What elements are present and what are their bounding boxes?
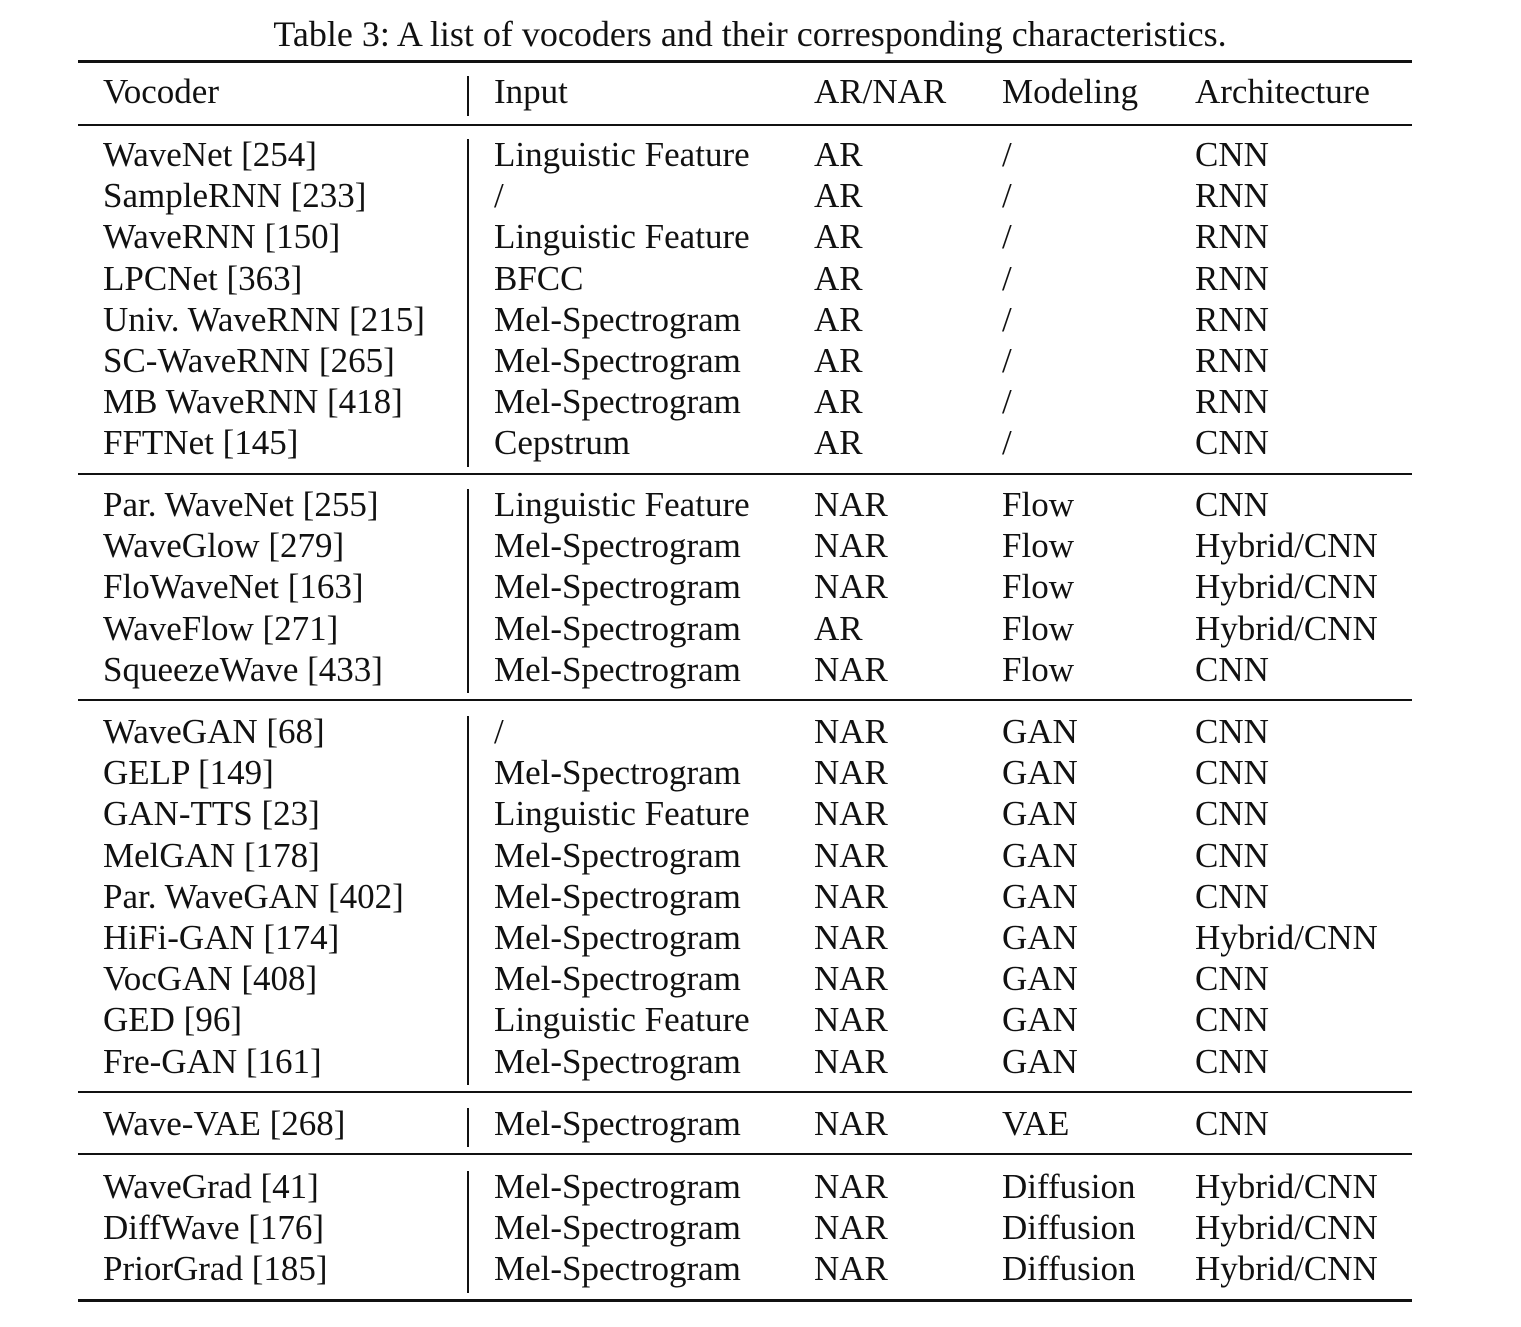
cell-input: Mel-Spectrogram (494, 1208, 741, 1248)
cell-modeling: GAN (1002, 835, 1078, 875)
cell-architecture: CNN (1195, 959, 1269, 999)
cell-architecture: Hybrid/CNN (1195, 567, 1378, 607)
cell-modeling: / (1002, 423, 1012, 463)
cell-vocoder: VocGAN [408] (103, 959, 318, 999)
cell-ar-nar: NAR (814, 1167, 888, 1206)
cell-ar-nar: AR (814, 608, 863, 648)
cell-vocoder: WaveRNN [150] (103, 217, 341, 257)
cell-modeling: Diffusion (1002, 1208, 1136, 1248)
cell-architecture: CNN (1195, 649, 1269, 689)
cell-modeling: Flow (1002, 608, 1074, 648)
cell-ar-nar: AR (814, 135, 863, 174)
cell-ar-nar: NAR (814, 567, 888, 607)
cell-vocoder: FloWaveNet [163] (103, 567, 364, 607)
group-divider (467, 1171, 469, 1293)
cell-modeling: GAN (1002, 959, 1078, 999)
cell-input: Mel-Spectrogram (494, 649, 741, 689)
cell-input: Mel-Spectrogram (494, 835, 741, 875)
cell-vocoder: PriorGrad [185] (103, 1249, 328, 1289)
cell-input: Mel-Spectrogram (494, 341, 741, 380)
cell-vocoder: FFTNet [145] (103, 423, 299, 463)
cell-modeling: Flow (1002, 485, 1074, 524)
cell-input: Mel-Spectrogram (494, 1041, 741, 1081)
cell-architecture: RNN (1195, 382, 1269, 422)
cell-input: Mel-Spectrogram (494, 608, 741, 648)
cell-ar-nar: AR (814, 217, 863, 257)
cell-vocoder: GED [96] (103, 1000, 242, 1040)
header-divider (467, 76, 469, 116)
cell-ar-nar: NAR (814, 1104, 888, 1143)
cell-architecture: CNN (1195, 1041, 1269, 1081)
cell-vocoder: WaveGlow [279] (103, 526, 345, 566)
cell-input: Mel-Spectrogram (494, 567, 741, 607)
cell-architecture: CNN (1195, 423, 1269, 463)
cell-modeling: Flow (1002, 649, 1074, 689)
cell-vocoder: GAN-TTS [23] (103, 794, 320, 834)
cell-modeling: GAN (1002, 712, 1078, 751)
cell-modeling: GAN (1002, 876, 1078, 916)
cell-vocoder: Wave-VAE [268] (103, 1104, 346, 1143)
cell-input: Mel-Spectrogram (494, 876, 741, 916)
cell-modeling: / (1002, 382, 1012, 422)
cell-modeling: GAN (1002, 1041, 1078, 1081)
cell-vocoder: WaveGrad [41] (103, 1167, 319, 1206)
cell-architecture: Hybrid/CNN (1195, 608, 1378, 648)
cell-vocoder: SqueezeWave [433] (103, 649, 383, 689)
cell-ar-nar: NAR (814, 835, 888, 875)
group-rule (78, 1091, 1412, 1093)
cell-input: Linguistic Feature (494, 217, 750, 257)
cell-ar-nar: AR (814, 299, 863, 339)
cell-ar-nar: NAR (814, 876, 888, 916)
cell-input: / (494, 176, 504, 216)
cell-ar-nar: NAR (814, 918, 888, 957)
cell-architecture: CNN (1195, 835, 1269, 875)
cell-ar-nar: AR (814, 423, 863, 463)
cell-modeling: GAN (1002, 753, 1078, 793)
cell-vocoder: WaveFlow [271] (103, 608, 339, 648)
group-divider (467, 716, 469, 1085)
cell-ar-nar: AR (814, 382, 863, 422)
cell-architecture: CNN (1195, 1104, 1269, 1143)
header-ar-nar: AR/NAR (814, 72, 947, 111)
table-caption: Table 3: A list of vocoders and their corresponding characteristics. (273, 14, 1227, 54)
group-rule (78, 473, 1412, 475)
cell-architecture: RNN (1195, 217, 1269, 257)
cell-input: Mel-Spectrogram (494, 918, 741, 957)
cell-modeling: GAN (1002, 918, 1078, 957)
header-rule (78, 124, 1412, 126)
cell-ar-nar: NAR (814, 794, 888, 834)
group-rule (78, 1153, 1412, 1155)
cell-architecture: Hybrid/CNN (1195, 1167, 1378, 1206)
cell-ar-nar: NAR (814, 712, 888, 751)
header-input: Input (494, 72, 568, 111)
cell-modeling: Diffusion (1002, 1167, 1136, 1206)
cell-architecture: Hybrid/CNN (1195, 1249, 1378, 1289)
cell-architecture: CNN (1195, 794, 1269, 834)
cell-architecture: Hybrid/CNN (1195, 526, 1378, 566)
cell-vocoder: Par. WaveGAN [402] (103, 876, 404, 916)
cell-input: Mel-Spectrogram (494, 1249, 741, 1289)
group-divider (467, 139, 469, 467)
cell-modeling: GAN (1002, 794, 1078, 834)
cell-vocoder: LPCNet [363] (103, 258, 303, 298)
cell-ar-nar: AR (814, 258, 863, 298)
cell-input: Linguistic Feature (494, 794, 750, 834)
cell-input: Cepstrum (494, 423, 631, 463)
cell-modeling: / (1002, 135, 1012, 174)
group-divider (467, 1108, 469, 1147)
cell-input: Mel-Spectrogram (494, 299, 741, 339)
cell-ar-nar: NAR (814, 1041, 888, 1081)
cell-ar-nar: NAR (814, 959, 888, 999)
cell-vocoder: WaveGAN [68] (103, 712, 325, 751)
cell-input: / (494, 712, 504, 751)
cell-input: Linguistic Feature (494, 485, 750, 524)
cell-modeling: VAE (1002, 1104, 1070, 1143)
cell-vocoder: SC-WaveRNN [265] (103, 341, 395, 380)
group-rule (78, 699, 1412, 701)
top-rule (78, 60, 1412, 63)
cell-input: Mel-Spectrogram (494, 382, 741, 422)
cell-input: Mel-Spectrogram (494, 1104, 741, 1143)
cell-vocoder: DiffWave [176] (103, 1208, 325, 1248)
cell-modeling: Flow (1002, 567, 1074, 607)
header-modeling: Modeling (1002, 72, 1139, 111)
header-architecture: Architecture (1195, 72, 1370, 111)
cell-architecture: RNN (1195, 341, 1269, 380)
cell-input: Mel-Spectrogram (494, 526, 741, 566)
cell-vocoder: WaveNet [254] (103, 135, 317, 174)
cell-modeling: / (1002, 176, 1012, 216)
cell-architecture: Hybrid/CNN (1195, 1208, 1378, 1248)
cell-ar-nar: NAR (814, 1208, 888, 1248)
cell-input: Linguistic Feature (494, 135, 750, 174)
cell-architecture: CNN (1195, 712, 1269, 751)
cell-input: Mel-Spectrogram (494, 959, 741, 999)
cell-ar-nar: AR (814, 341, 863, 380)
cell-vocoder: GELP [149] (103, 753, 274, 793)
cell-vocoder: MB WaveRNN [418] (103, 382, 403, 422)
cell-modeling: Flow (1002, 526, 1074, 566)
cell-architecture: RNN (1195, 176, 1269, 216)
cell-input: Mel-Spectrogram (494, 753, 741, 793)
cell-architecture: CNN (1195, 135, 1269, 174)
cell-architecture: RNN (1195, 299, 1269, 339)
cell-vocoder: SampleRNN [233] (103, 176, 367, 216)
header-vocoder: Vocoder (103, 72, 219, 111)
cell-vocoder: Par. WaveNet [255] (103, 485, 379, 524)
cell-vocoder: Fre-GAN [161] (103, 1041, 322, 1081)
cell-modeling: / (1002, 258, 1012, 298)
cell-ar-nar: NAR (814, 526, 888, 566)
cell-architecture: CNN (1195, 876, 1269, 916)
cell-modeling: / (1002, 341, 1012, 380)
cell-input: BFCC (494, 258, 584, 298)
cell-vocoder: MelGAN [178] (103, 835, 320, 875)
cell-ar-nar: NAR (814, 485, 888, 524)
cell-modeling: Diffusion (1002, 1249, 1136, 1289)
group-divider (467, 489, 469, 693)
cell-architecture: CNN (1195, 1000, 1269, 1040)
cell-architecture: CNN (1195, 753, 1269, 793)
cell-vocoder: Univ. WaveRNN [215] (103, 299, 425, 339)
cell-ar-nar: NAR (814, 649, 888, 689)
cell-modeling: / (1002, 299, 1012, 339)
cell-ar-nar: NAR (814, 753, 888, 793)
cell-vocoder: HiFi-GAN [174] (103, 918, 340, 957)
cell-input: Linguistic Feature (494, 1000, 750, 1040)
bottom-rule (78, 1299, 1412, 1302)
cell-ar-nar: NAR (814, 1249, 888, 1289)
cell-modeling: / (1002, 217, 1012, 257)
cell-ar-nar: AR (814, 176, 863, 216)
cell-modeling: GAN (1002, 1000, 1078, 1040)
cell-input: Mel-Spectrogram (494, 1167, 741, 1206)
cell-architecture: Hybrid/CNN (1195, 918, 1378, 957)
cell-architecture: RNN (1195, 258, 1269, 298)
cell-ar-nar: NAR (814, 1000, 888, 1040)
cell-architecture: CNN (1195, 485, 1269, 524)
